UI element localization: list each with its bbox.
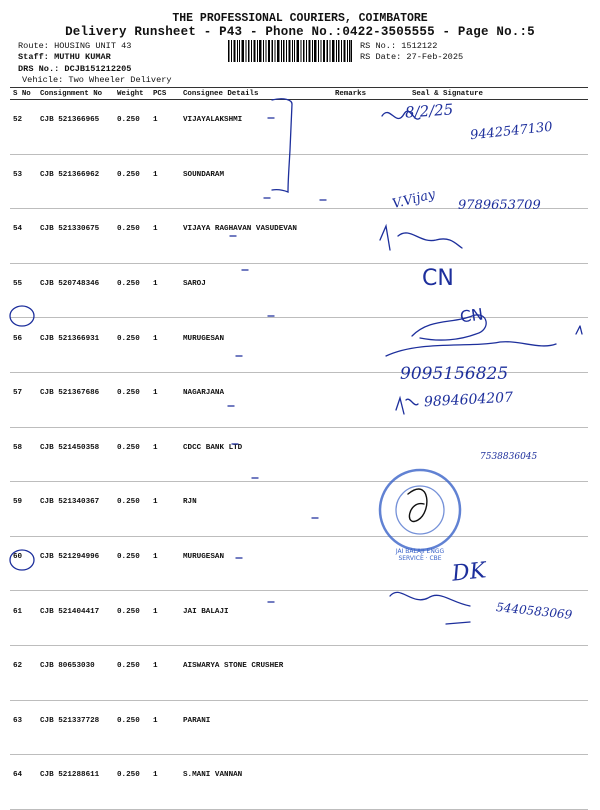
signature-cell <box>387 482 588 537</box>
signature-cell <box>387 263 588 318</box>
remarks-cell <box>332 209 387 264</box>
handwritten-phone: 7538836045 <box>480 452 538 462</box>
rs-number: RS No.: 1512122 <box>360 41 438 51</box>
remarks-cell <box>332 427 387 482</box>
consignee-cell: NAGARJANA <box>180 372 332 427</box>
remarks-cell <box>332 372 387 427</box>
remarks-cell <box>332 154 387 209</box>
weight-cell: 0.250 <box>114 209 150 264</box>
signature-cell <box>387 755 588 810</box>
consignment-cell: CJB 521337728 <box>37 700 114 755</box>
sno-cell: 61 <box>10 591 37 646</box>
consignment-cell: CJB 521366962 <box>37 154 114 209</box>
signature-cell <box>387 209 588 264</box>
consignment-cell: CJB 521367686 <box>37 372 114 427</box>
consignment-cell: CJB 521450358 <box>37 427 114 482</box>
sno-cell: 53 <box>10 154 37 209</box>
pcs-cell: 1 <box>150 700 180 755</box>
pcs-cell: 1 <box>150 372 180 427</box>
consignee-cell: MURUGESAN <box>180 536 332 591</box>
remarks-cell <box>332 755 387 810</box>
runsheet-heading: Delivery Runsheet - P43 - Phone No.:0422-3505555 - Page No.:5 <box>65 25 535 39</box>
col-header-consignment: Consignment No <box>37 88 114 100</box>
remarks-cell <box>332 536 387 591</box>
weight-cell: 0.250 <box>114 318 150 373</box>
sno-cell: 62 <box>10 645 37 700</box>
table-row <box>10 700 588 755</box>
consignee-cell: VIJAYALAKSHMI <box>180 100 332 155</box>
handwritten-name: V.Vijay <box>390 186 437 213</box>
weight-cell: 0.250 <box>114 372 150 427</box>
handwritten-phone: 9095156825 <box>400 364 509 384</box>
remarks-cell <box>332 482 387 537</box>
table-row <box>10 591 588 646</box>
consignment-cell: CJB 520748346 <box>37 263 114 318</box>
weight-cell: 0.250 <box>114 645 150 700</box>
consignment-cell: CJB 521366965 <box>37 100 114 155</box>
remarks-cell <box>332 100 387 155</box>
handwritten-cn: CN <box>458 304 485 327</box>
pcs-cell: 1 <box>150 209 180 264</box>
col-header-consignee: Consignee Details <box>180 88 332 100</box>
weight-cell: 0.250 <box>114 482 150 537</box>
weight-cell: 0.250 <box>114 263 150 318</box>
pcs-cell: 1 <box>150 100 180 155</box>
sno-cell: 64 <box>10 755 37 810</box>
table-row <box>10 755 588 810</box>
table-row <box>10 482 588 537</box>
handwritten-dk: DK <box>450 558 488 587</box>
sno-cell: 55 <box>10 263 37 318</box>
consignment-cell: CJB 521366931 <box>37 318 114 373</box>
pcs-cell: 1 <box>150 591 180 646</box>
handwritten-phone: 9894604207 <box>423 389 514 411</box>
stamp-text: JAI BALAJI ENGG SERVICE · CBE <box>395 548 445 562</box>
signature-cell <box>387 645 588 700</box>
route-label: Route: HOUSING UNIT 43 <box>18 41 132 51</box>
weight-cell: 0.250 <box>114 100 150 155</box>
consignment-cell: CJB 521294996 <box>37 536 114 591</box>
pcs-cell: 1 <box>150 263 180 318</box>
weight-cell: 0.250 <box>114 700 150 755</box>
weight-cell: 0.250 <box>114 154 150 209</box>
handwritten-phone: 9789653709 <box>458 198 541 213</box>
handwritten-cn: CN <box>422 266 454 291</box>
sno-cell: 63 <box>10 700 37 755</box>
consignee-cell: MURUGESAN <box>180 318 332 373</box>
remarks-cell <box>332 700 387 755</box>
sno-cell: 58 <box>10 427 37 482</box>
pcs-cell: 1 <box>150 154 180 209</box>
pcs-cell: 1 <box>150 645 180 700</box>
remarks-cell <box>332 263 387 318</box>
staff-label: Staff: MUTHU KUMAR <box>18 52 111 62</box>
table-row <box>10 645 588 700</box>
runsheet-table <box>10 87 588 810</box>
remarks-cell <box>332 645 387 700</box>
consignee-cell: VIJAYA RAGHAVAN VASUDEVAN <box>180 209 332 264</box>
sno-cell: 52 <box>10 100 37 155</box>
weight-cell: 0.250 <box>114 591 150 646</box>
pcs-cell: 1 <box>150 536 180 591</box>
barcode-image <box>228 40 352 62</box>
table-row <box>10 536 588 591</box>
consignment-cell: CJB 80653030 <box>37 645 114 700</box>
consignee-cell: AISWARYA STONE CRUSHER <box>180 645 332 700</box>
company-title: THE PROFESSIONAL COURIERS, COIMBATORE <box>172 12 428 25</box>
consignment-cell: CJB 521330675 <box>37 209 114 264</box>
pcs-cell: 1 <box>150 755 180 810</box>
sno-cell: 57 <box>10 372 37 427</box>
col-header-remarks: Remarks <box>332 88 387 100</box>
pcs-cell: 1 <box>150 318 180 373</box>
handwritten-date: 8/2/25 <box>404 100 454 122</box>
drs-number: DRS No.: DCJB151212205 <box>18 64 132 74</box>
consignment-cell: CJB 521288611 <box>37 755 114 810</box>
sno-cell: 56 <box>10 318 37 373</box>
col-header-weight: Weight <box>114 88 150 100</box>
sno-cell: 59 <box>10 482 37 537</box>
pcs-cell: 1 <box>150 427 180 482</box>
remarks-cell <box>332 591 387 646</box>
remarks-cell <box>332 318 387 373</box>
weight-cell: 0.250 <box>114 536 150 591</box>
table-row <box>10 263 588 318</box>
table-header-row <box>10 88 588 100</box>
consignee-cell: S.MANI VANNAN <box>180 755 332 810</box>
sno-cell: 60 <box>10 536 37 591</box>
rs-date: RS Date: 27-Feb-2025 <box>360 52 464 62</box>
consignee-cell: PARANI <box>180 700 332 755</box>
consignee-cell: SAROJ <box>180 263 332 318</box>
consignment-cell: CJB 521404417 <box>37 591 114 646</box>
consignee-cell: RJN <box>180 482 332 537</box>
col-header-pcs: PCS <box>150 88 180 100</box>
vehicle-label: Vehicle: Two Wheeler Delivery <box>22 75 172 85</box>
sno-cell: 54 <box>10 209 37 264</box>
weight-cell: 0.250 <box>114 427 150 482</box>
signature-cell <box>387 700 588 755</box>
signature-cell <box>387 536 588 591</box>
pcs-cell: 1 <box>150 482 180 537</box>
handwritten-phone: 5440583069 <box>495 600 573 622</box>
consignee-cell: CDCC BANK LTD <box>180 427 332 482</box>
consignment-cell: CJB 521340367 <box>37 482 114 537</box>
weight-cell: 0.250 <box>114 755 150 810</box>
table-row <box>10 209 588 264</box>
consignee-cell: SOUNDARAM <box>180 154 332 209</box>
consignee-cell: JAI BALAJI <box>180 591 332 646</box>
col-header-sno: S No <box>10 88 37 100</box>
col-header-signature: Seal & Signature <box>387 88 588 100</box>
handwritten-phone: 9442547130 <box>469 119 554 144</box>
